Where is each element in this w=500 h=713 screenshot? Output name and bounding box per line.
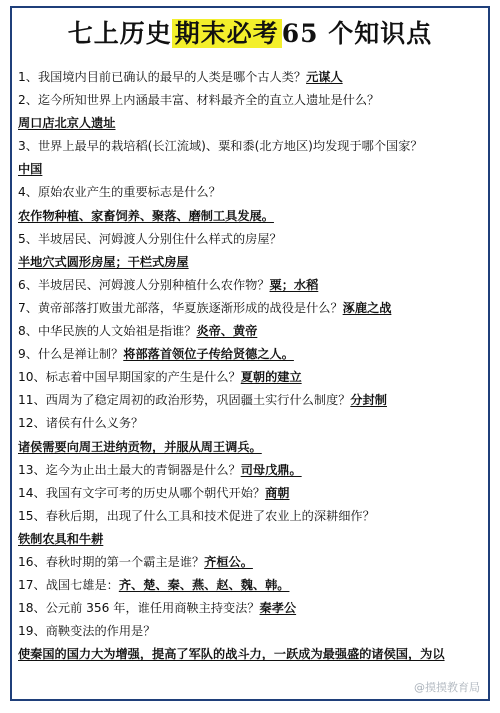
question-text: 9、什么是禅让制？ [18, 347, 124, 362]
title-highlight: 期末必考 [172, 19, 282, 48]
question-item [18, 597, 482, 620]
question-text: 11、西周为了稳定周初的政治形势，巩固疆土实行什么制度？ [18, 393, 351, 408]
answer-line: 铁制农具和牛耕 [18, 531, 104, 546]
answer-text: 分封制 [350, 393, 387, 408]
question-text: 14、我国有文字可考的历史从哪个朝代开始？ [18, 485, 266, 500]
question-text: 17、战国七雄是： [18, 578, 119, 593]
question-text: 6、半坡居民、河姆渡人分别种植什么农作物？ [18, 277, 270, 292]
question-text: 12、诸侯有什么义务？ [18, 416, 144, 431]
question-item [18, 89, 482, 112]
answer-text: 涿鹿之战 [342, 300, 392, 315]
answer-line: 使秦国的国力大为增强，提高了军队的战斗力，一跃成为最强盛的诸侯国，为以 [18, 647, 445, 662]
answer-line: 中国 [18, 162, 43, 177]
answer-text: 齐桓公。 [204, 554, 253, 569]
answer-text: 炎帝、黄帝 [196, 324, 258, 339]
answer-text: 夏朝的建立 [240, 370, 302, 385]
answer-text: 元谋人 [306, 70, 343, 84]
question-text: 2、迄今所知世界上内涵最丰富、材料最齐全的直立人遗址是什么？ [18, 93, 380, 108]
question-text: 8、中华民族的人文始祖是指谁？ [18, 324, 197, 339]
answer-line: 周口店北京人遗址 [18, 116, 116, 131]
watermark: @摸摸教育局 [414, 681, 480, 694]
answer-text: 商朝 [265, 485, 290, 500]
answer-line: 农作物种植、家畜饲养、聚落、磨制工具发展。 [18, 208, 274, 223]
question-text: 4、原始农业产生的重要标志是什么？ [18, 185, 221, 200]
question-item [18, 135, 482, 158]
question-item [18, 412, 482, 435]
question-item [18, 228, 482, 251]
question-text: 3、世界上最早的栽培稻(长江流域)、粟和黍(北方地区)均发现于哪个国家？ [18, 139, 423, 154]
answer-text: 齐、楚、秦、燕、赵、魏、韩。 [118, 578, 290, 593]
question-item [18, 366, 482, 389]
question-item [18, 320, 482, 343]
question-item [18, 551, 482, 574]
question-text: 18、公元前 356 年，谁任用商鞅主持变法？ [18, 601, 260, 616]
answer-text: 将部落首领位子传给贤德之人。 [123, 347, 294, 362]
answer-line: 半地穴式圆形房屋；干栏式房屋 [18, 254, 189, 269]
question-item [18, 574, 482, 597]
question-text: 10、标志着中国早期国家的产生是什么？ [18, 370, 241, 385]
question-item [18, 505, 482, 528]
answer-line: 诸侯需要向周王进纳贡物，并服从周王调兵。 [18, 439, 262, 454]
title-suffix: 65 个知识点 [281, 19, 433, 48]
title-area [12, 8, 488, 66]
title-prefix: 七上历史 [67, 19, 172, 48]
question-item [18, 343, 482, 366]
page-title [68, 12, 433, 56]
question-item [18, 459, 482, 482]
question-item [18, 274, 482, 297]
document-page [10, 6, 490, 701]
question-text: 5、半坡居民、河姆渡人分别住什么样式的房屋？ [18, 231, 282, 246]
answer-text: 粟；水稻 [269, 277, 319, 292]
question-text: 13、迄今为止出土最大的青铜器是什么？ [18, 462, 241, 477]
question-item [18, 620, 482, 643]
question-text: 1、我国境内目前已确认的最早的人类是哪个古人类？ [18, 70, 307, 84]
answer-text: 司母戊鼎。 [240, 462, 302, 477]
question-list [12, 66, 488, 666]
question-item [18, 66, 482, 89]
question-text: 19、商鞅变法的作用是？ [18, 624, 156, 639]
question-text: 15、春秋后期，出现了什么工具和技术促进了农业上的深耕细作？ [18, 508, 375, 523]
question-item [18, 389, 482, 412]
question-item [18, 482, 482, 505]
question-text: 16、春秋时期的第一个霸主是谁？ [18, 554, 205, 569]
question-item [18, 297, 482, 320]
answer-text: 秦孝公 [259, 601, 297, 616]
question-item [18, 181, 482, 204]
question-text: 7、黄帝部落打败蚩尤部落，华夏族逐渐形成的战役是什么？ [18, 300, 343, 315]
